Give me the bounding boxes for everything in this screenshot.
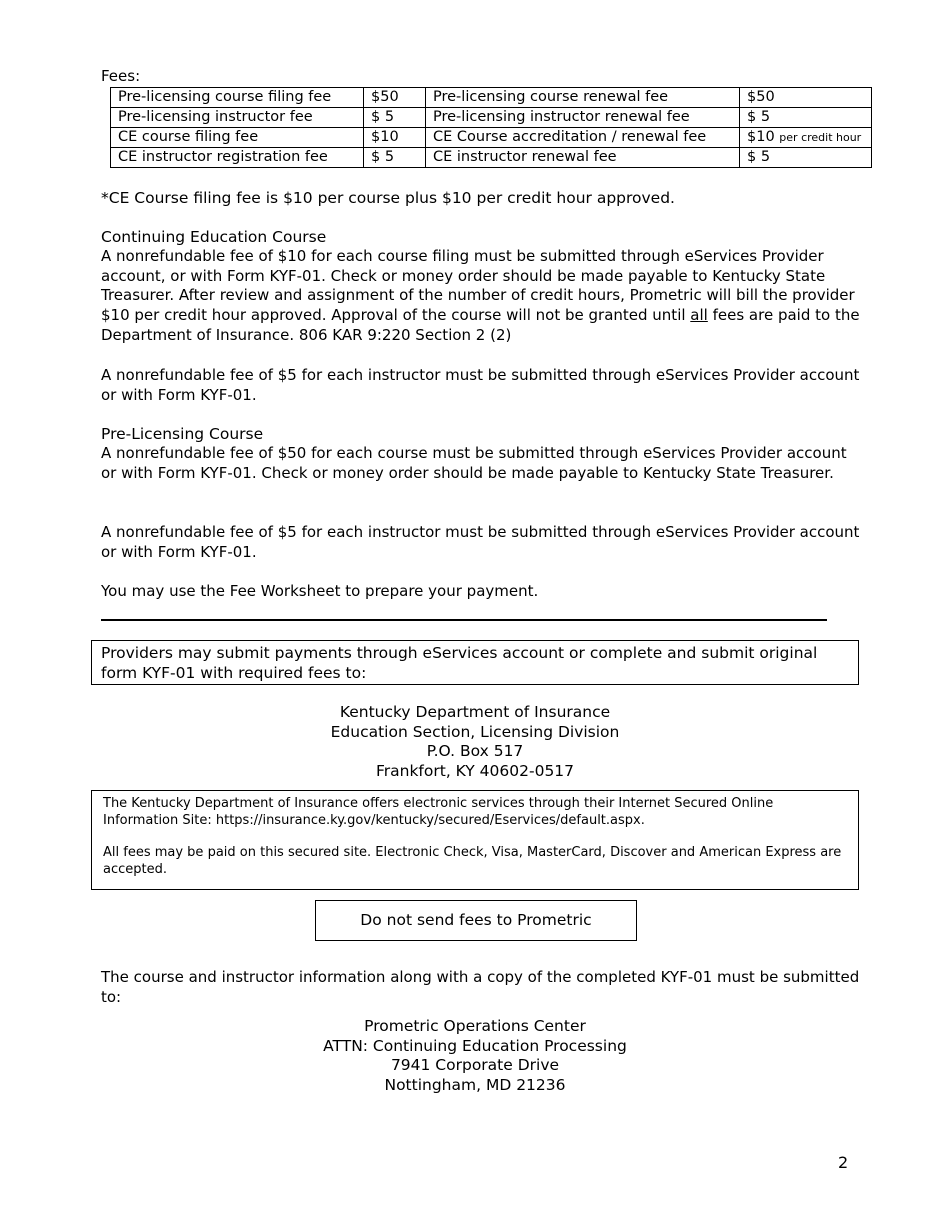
- pl-fee-paragraph: A nonrefundable fee of $50 for each course must be submitted through eServices Provider account or with Form KYF-01. Check or money order should be made payable to Kentucky State Treasurer.: [101, 444, 847, 482]
- fee-item: Pre-licensing course filing fee: [111, 88, 364, 108]
- fee-worksheet-note: You may use the Fee Worksheet to prepare your payment.: [101, 582, 539, 600]
- fee-item: Pre-licensing instructor fee: [111, 108, 364, 128]
- fee-item: CE instructor renewal fee: [426, 148, 740, 168]
- prometric-address: [0, 1017, 950, 1096]
- fee-amount: $ 5: [364, 108, 426, 128]
- fee-amount: $10: [747, 129, 775, 145]
- fee-unit: per credit hour: [779, 131, 862, 144]
- ce-instructor-paragraph: A nonrefundable fee of $5 for each instructor must be submitted through eServices Provider account or with Form KYF-01.: [101, 366, 860, 404]
- prometric-warning-box: Do not send fees to Prometric: [315, 900, 637, 941]
- ce-section-heading: Continuing Education Course: [101, 228, 327, 246]
- table-row: [111, 88, 872, 108]
- eservices-paragraph: The Kentucky Department of Insurance offers electronic services through their Internet Secured Online Information Site: https://insurance.ky.gov/kentucky/secured/Eservices/default.aspx.: [103, 796, 774, 828]
- address-line: 7941 Corporate Drive: [390, 1056, 560, 1075]
- fee-amount-cell: [740, 88, 872, 108]
- fee-amount: $ 5: [364, 148, 426, 168]
- address-line: P.O. Box 517: [426, 742, 524, 761]
- fee-item: Pre-licensing course renewal fee: [426, 88, 740, 108]
- fee-amount: $50: [364, 88, 426, 108]
- address-line: Nottingham, MD 21236: [384, 1076, 566, 1095]
- fee-amount: $10: [364, 128, 426, 148]
- fee-amount-cell: [740, 128, 872, 148]
- address-line: Frankfort, KY 40602-0517: [375, 762, 575, 781]
- ce-filing-note: *CE Course filing fee is $10 per course plus $10 per credit hour approved.: [101, 189, 675, 207]
- table-row: [111, 148, 872, 168]
- fee-amount: $ 5: [747, 149, 771, 165]
- address-line: Prometric Operations Center: [364, 1017, 586, 1035]
- fee-item: CE course filing fee: [111, 128, 364, 148]
- address-line: Education Section, Licensing Division: [330, 722, 620, 741]
- fee-item: CE instructor registration fee: [111, 148, 364, 168]
- fee-amount: $50: [747, 89, 775, 105]
- ce-fee-text-end: fees are paid to the Department of Insurance. 806 KAR 9:220 Section 2 (2): [101, 306, 860, 344]
- fee-item: CE Course accreditation / renewal fee: [426, 128, 740, 148]
- fee-amount-cell: [740, 108, 872, 128]
- address-line: ATTN: Continuing Education Processing: [323, 1036, 627, 1055]
- table-row: [111, 128, 872, 148]
- doi-address: [0, 703, 950, 782]
- submit-payment-box: Providers may submit payments through eServices account or complete and submit original form KYF-01 with required fees to:: [91, 640, 859, 685]
- eservices-info-box: [91, 790, 859, 890]
- address-line: Kentucky Department of Insurance: [339, 703, 611, 721]
- pl-instructor-paragraph: A nonrefundable fee of $5 for each instructor must be submitted through eServices Provider account or with Form KYF-01.: [101, 523, 860, 561]
- pl-section-heading: Pre-Licensing Course: [101, 425, 264, 443]
- fees-label: Fees:: [101, 67, 141, 85]
- ce-fee-paragraph: [101, 247, 861, 346]
- payment-methods-paragraph: All fees may be paid on this secured site. Electronic Check, Visa, MasterCard, Discover and American Express are accepted.: [103, 845, 842, 877]
- fee-amount-cell: [740, 148, 872, 168]
- course-info-note: The course and instructor information along with a copy of the completed KYF-01 must be submitted to:: [101, 968, 860, 1006]
- horizontal-rule: [101, 619, 827, 621]
- ce-fee-text: A nonrefundable fee of $10 for each course filing must be submitted through eServices Provider account, or with Form KYF-01. Check or money order should be made payable to Kentucky State Treasurer. After review and assignment of the number of credit hours, Prometric will bill the provider $10 per credit hour approved. Approval of the course will not be granted until: [101, 247, 855, 325]
- ce-fee-emphasis: all: [690, 306, 708, 325]
- fee-item: Pre-licensing instructor renewal fee: [426, 108, 740, 128]
- fees-table: [110, 87, 872, 168]
- page-number: 2: [838, 1153, 849, 1172]
- table-row: [111, 108, 872, 128]
- fee-amount: $ 5: [747, 109, 771, 125]
